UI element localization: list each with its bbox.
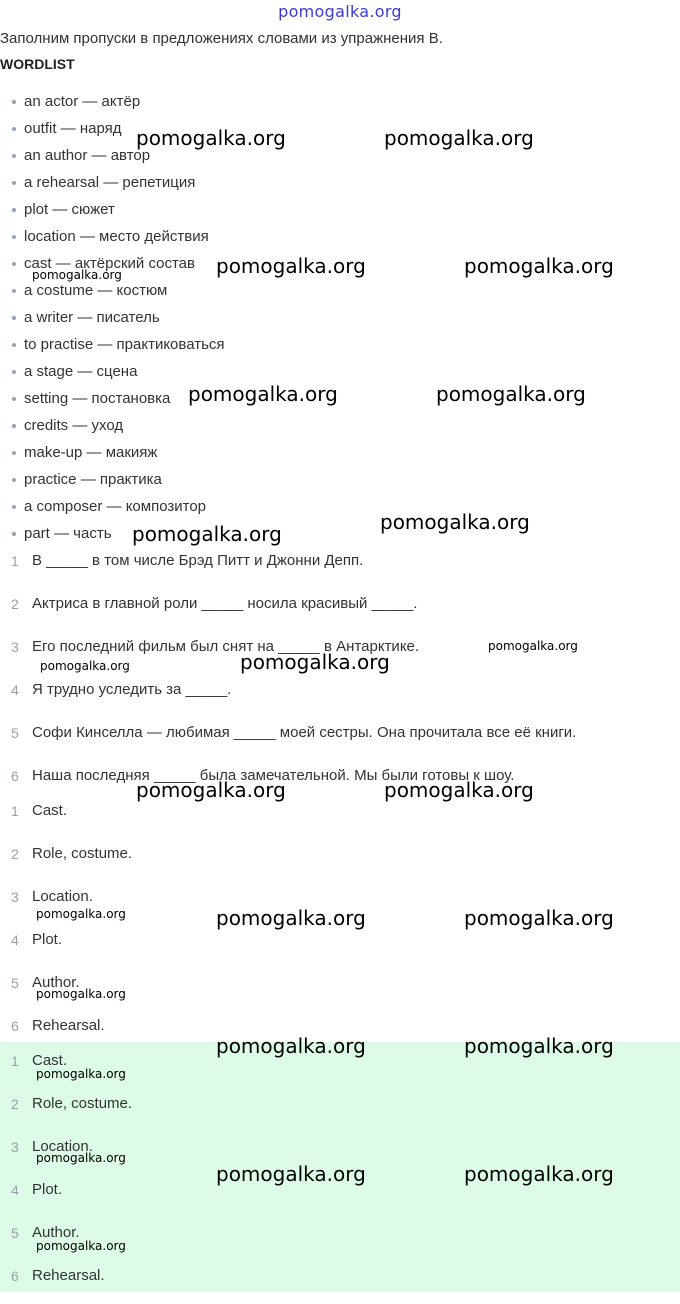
- watermark: pomogalka.org: [32, 268, 122, 282]
- watermark: pomogalka.org: [436, 382, 586, 406]
- word-item: location — место действия: [0, 223, 225, 250]
- watermark: pomogalka.org: [464, 1034, 614, 1058]
- question-text: Актриса в главной роли _____ носила красивый _____.: [32, 595, 418, 612]
- site-logo[interactable]: pomogalka.org: [278, 2, 402, 21]
- watermark: pomogalka.org: [188, 382, 338, 406]
- answer-item: [0, 1175, 132, 1218]
- question-number: 1: [11, 553, 19, 569]
- answer-number: 1: [11, 803, 19, 819]
- word-item: part — часть: [0, 520, 225, 547]
- word-item: a writer — писатель: [0, 304, 225, 331]
- question-text: В _____ в том числе Брэд Питт и Джонни Депп.: [32, 552, 364, 569]
- answer-text: Cast.: [32, 802, 68, 819]
- question-text: Наша последняя _____ была замечательной. Мы были готовы к шоу.: [32, 767, 515, 784]
- answer-item: [0, 839, 132, 882]
- wordlist-heading: WORDLIST: [0, 56, 75, 72]
- answer-text: Plot.: [32, 931, 63, 948]
- question-text: Я трудно уследить за _____.: [32, 681, 232, 698]
- question-item: [0, 675, 576, 718]
- answer-text: Cast.: [32, 1052, 68, 1069]
- answer-item: [0, 1261, 132, 1304]
- watermark: pomogalka.org: [216, 906, 366, 930]
- watermark: pomogalka.org: [488, 639, 578, 653]
- question-number: 6: [11, 768, 19, 784]
- word-item: a composer — композитор: [0, 493, 225, 520]
- answer-text: Author.: [32, 1224, 80, 1241]
- word-item: outfit — наряд: [0, 115, 225, 142]
- exercise-questions: [0, 546, 576, 804]
- question-text: Софи Кинселла — любимая _____ моей сестры. Она прочитала все её книги.: [32, 724, 577, 741]
- wordlist: [0, 88, 225, 547]
- answer-text: Rehearsal.: [32, 1017, 105, 1034]
- watermark: pomogalka.org: [216, 1162, 366, 1186]
- answer-number: 1: [11, 1053, 19, 1069]
- answer-text: Location.: [32, 888, 93, 905]
- answer-item: [0, 925, 132, 968]
- watermark: pomogalka.org: [464, 254, 614, 278]
- answer-item: [0, 882, 132, 925]
- answer-item: [0, 1046, 132, 1089]
- answer-item: [0, 968, 132, 1011]
- answer-item: [0, 796, 132, 839]
- answer-item: [0, 1089, 132, 1132]
- word-item: practice — практика: [0, 466, 225, 493]
- watermark: pomogalka.org: [216, 254, 366, 278]
- question-item: [0, 718, 576, 761]
- answer-number: 5: [11, 1225, 19, 1241]
- answer-text: Role, costume.: [32, 845, 133, 862]
- answer-number: 2: [11, 846, 19, 862]
- answer-number: 3: [11, 889, 19, 905]
- answer-text: Author.: [32, 974, 80, 991]
- intro-text: Заполним пропуски в предложениях словами из упражнения B.: [0, 30, 443, 47]
- watermark: pomogalka.org: [36, 1239, 126, 1253]
- watermark: pomogalka.org: [384, 778, 534, 802]
- answer-item: [0, 1218, 132, 1261]
- word-item: setting — постановка: [0, 385, 225, 412]
- question-number: 2: [11, 596, 19, 612]
- answer-number: 4: [11, 932, 19, 948]
- question-item: [0, 589, 576, 632]
- answer-number: 6: [11, 1018, 19, 1034]
- watermark: pomogalka.org: [36, 987, 126, 1001]
- word-item: an author — автор: [0, 142, 225, 169]
- word-item: make-up — макияж: [0, 439, 225, 466]
- question-item: [0, 546, 576, 589]
- answer-text: Location.: [32, 1138, 93, 1155]
- question-number: 4: [11, 682, 19, 698]
- question-number: 3: [11, 639, 19, 655]
- watermark: pomogalka.org: [216, 1034, 366, 1058]
- watermark: pomogalka.org: [36, 907, 126, 921]
- watermark: pomogalka.org: [384, 126, 534, 150]
- answer-number: 4: [11, 1182, 19, 1198]
- watermark: pomogalka.org: [380, 510, 530, 534]
- word-item: plot — сюжет: [0, 196, 225, 223]
- word-item: cast — актёрский состав: [0, 250, 225, 277]
- watermark: pomogalka.org: [36, 1151, 126, 1165]
- word-item: a rehearsal — репетиция: [0, 169, 225, 196]
- highlighted-answers-list: [0, 1046, 132, 1304]
- answer-number: 3: [11, 1139, 19, 1155]
- watermark: pomogalka.org: [464, 1162, 614, 1186]
- watermark: pomogalka.org: [36, 1067, 126, 1081]
- answer-number: 6: [11, 1268, 19, 1284]
- word-item: credits — уход: [0, 412, 225, 439]
- watermark: pomogalka.org: [136, 778, 286, 802]
- watermark: pomogalka.org: [464, 906, 614, 930]
- answer-number: 2: [11, 1096, 19, 1112]
- word-item: an actor — актёр: [0, 88, 225, 115]
- answers-list: [0, 796, 132, 1054]
- watermark: pomogalka.org: [240, 650, 390, 674]
- question-text: Его последний фильм был снят на _____ в Антарктике.: [32, 638, 420, 655]
- answer-item: [0, 1132, 132, 1175]
- answer-number: 5: [11, 975, 19, 991]
- question-number: 5: [11, 725, 19, 741]
- word-item: a stage — сцена: [0, 358, 225, 385]
- answer-text: Rehearsal.: [32, 1267, 105, 1284]
- question-item: [0, 632, 576, 675]
- word-item: a costume — костюм: [0, 277, 225, 304]
- watermark: pomogalka.org: [40, 659, 130, 673]
- answer-text: Plot.: [32, 1181, 63, 1198]
- word-item: to practise — практиковаться: [0, 331, 225, 358]
- watermark: pomogalka.org: [136, 126, 286, 150]
- watermark: pomogalka.org: [132, 522, 282, 546]
- answer-text: Role, costume.: [32, 1095, 133, 1112]
